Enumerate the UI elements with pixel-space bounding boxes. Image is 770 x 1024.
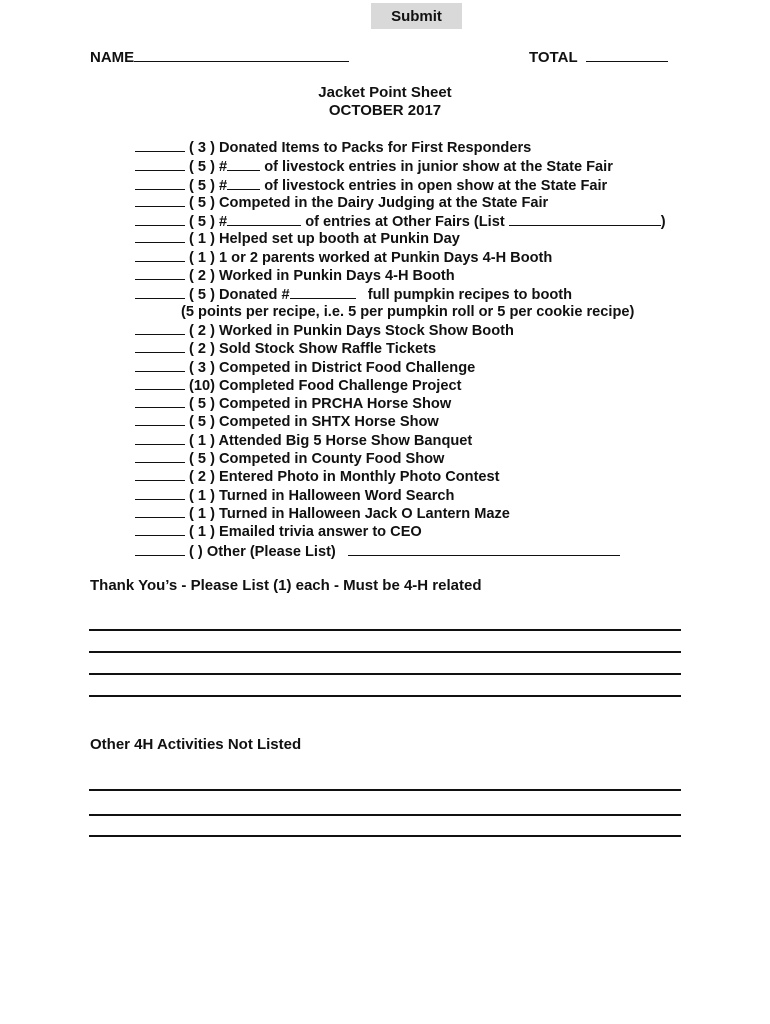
- count-blank[interactable]: [290, 284, 356, 299]
- other-write-line[interactable]: [89, 789, 681, 791]
- points-blank[interactable]: [135, 212, 185, 226]
- list-item: ( 3 ) Competed in District Food Challenge: [135, 358, 666, 376]
- name-input-line[interactable]: [134, 47, 349, 62]
- other-list-blank[interactable]: [348, 541, 620, 556]
- list-item: ( 5 ) Donated # full pumpkin recipes to booth: [135, 284, 666, 302]
- points-blank[interactable]: [135, 176, 185, 190]
- list-item: ( 5 ) # of livestock entries in open show at the State Fair: [135, 175, 666, 193]
- other-activities-label: Other 4H Activities Not Listed: [90, 736, 302, 753]
- points-blank[interactable]: [135, 138, 185, 152]
- list-item: ( 2 ) Worked in Punkin Days 4-H Booth: [135, 266, 666, 284]
- list-item: ( 3 ) Donated Items to Packs for First Responders: [135, 138, 666, 156]
- count-blank[interactable]: [227, 211, 301, 226]
- list-item: ( 1 ) Turned in Halloween Word Search: [135, 486, 666, 504]
- thanks-write-line[interactable]: [89, 695, 681, 697]
- list-item: ( 5 ) Competed in PRCHA Horse Show: [135, 394, 666, 412]
- thanks-label: Thank You’s - Please List (1) each - Must be 4-H related: [90, 577, 482, 594]
- points-blank[interactable]: [135, 431, 185, 445]
- list-item: ( 1 ) 1 or 2 parents worked at Punkin Days 4-H Booth: [135, 248, 666, 266]
- points-blank[interactable]: [135, 486, 185, 500]
- count-blank[interactable]: [227, 175, 260, 190]
- total-label: TOTAL: [529, 49, 578, 66]
- points-blank[interactable]: [135, 229, 185, 243]
- other-write-line[interactable]: [89, 814, 681, 816]
- points-blank[interactable]: [135, 321, 185, 335]
- other-write-line[interactable]: [89, 835, 681, 837]
- thanks-write-line[interactable]: [89, 629, 681, 631]
- list-item: ( 1 ) Turned in Halloween Jack O Lantern Maze: [135, 504, 666, 522]
- list-item: ( 1 ) Emailed trivia answer to CEO: [135, 522, 666, 540]
- submit-button[interactable]: Submit: [371, 3, 462, 29]
- points-blank[interactable]: [135, 285, 185, 299]
- list-item: ( 5 ) Competed in County Food Show: [135, 449, 666, 467]
- points-blank[interactable]: [135, 193, 185, 207]
- list-item: ( 1 ) Helped set up booth at Punkin Day: [135, 229, 666, 247]
- thanks-write-line[interactable]: [89, 651, 681, 653]
- list-item: (10) Completed Food Challenge Project: [135, 376, 666, 394]
- list-item: ( 5 ) # of livestock entries in junior show at the State Fair: [135, 156, 666, 174]
- list-item: ( 5 ) Competed in SHTX Horse Show: [135, 412, 666, 430]
- page-subtitle: OCTOBER 2017: [328, 102, 442, 119]
- points-blank[interactable]: [135, 266, 185, 280]
- name-field: [90, 47, 349, 67]
- total-input-line[interactable]: [586, 47, 668, 62]
- points-blank[interactable]: [135, 394, 185, 408]
- points-blank[interactable]: [135, 248, 185, 262]
- points-blank[interactable]: [135, 358, 185, 372]
- count-blank[interactable]: [227, 156, 260, 171]
- points-blank[interactable]: [135, 467, 185, 481]
- points-blank[interactable]: [135, 542, 185, 556]
- page-title: Jacket Point Sheet: [318, 84, 452, 101]
- list-item: ( 2 ) Worked in Punkin Days Stock Show Booth: [135, 321, 666, 339]
- thanks-write-line[interactable]: [89, 673, 681, 675]
- points-blank[interactable]: [135, 339, 185, 353]
- points-list: [135, 138, 666, 559]
- list-blank[interactable]: [509, 211, 661, 226]
- list-item: ( 1 ) Attended Big 5 Horse Show Banquet: [135, 431, 666, 449]
- list-item: ( 5 ) Competed in the Dairy Judging at the State Fair: [135, 193, 666, 211]
- list-item: ( ) Other (Please List): [135, 541, 666, 559]
- points-blank[interactable]: [135, 449, 185, 463]
- name-label: NAME: [90, 49, 135, 66]
- points-blank[interactable]: [135, 376, 185, 390]
- points-blank[interactable]: [135, 522, 185, 536]
- points-blank[interactable]: [135, 504, 185, 518]
- recipe-note: (5 points per recipe, i.e. 5 per pumpkin roll or 5 per cookie recipe): [181, 303, 635, 320]
- total-field: [529, 47, 668, 67]
- list-item: ( 5 ) # of entries at Other Fairs (List ): [135, 211, 666, 229]
- points-blank[interactable]: [135, 412, 185, 426]
- list-item: ( 2 ) Sold Stock Show Raffle Tickets: [135, 339, 666, 357]
- points-blank[interactable]: [135, 157, 185, 171]
- list-item: ( 2 ) Entered Photo in Monthly Photo Contest: [135, 467, 666, 485]
